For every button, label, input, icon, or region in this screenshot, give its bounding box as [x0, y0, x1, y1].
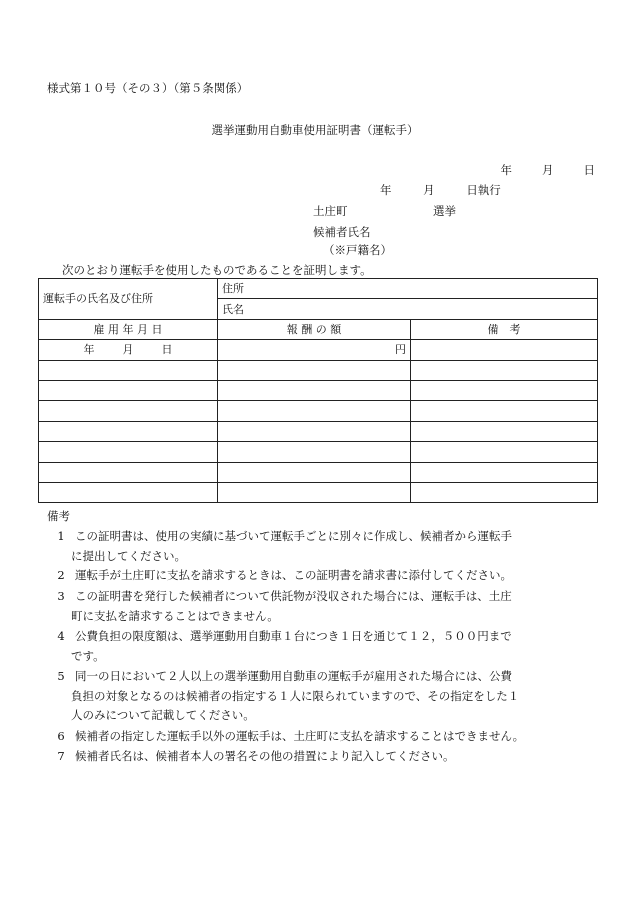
issue-month-label: 月 — [542, 163, 554, 177]
table-row — [39, 360, 598, 380]
note-text: 候補者の指定した運転手以外の運転手は、土庄町に支払を請求することはできません。 — [75, 729, 525, 743]
note-continuation: です。 — [71, 648, 105, 663]
note-text: 運転手が土庄町に支払を請求するときは、この証明書を請求書に添付してください。 — [75, 568, 512, 582]
hire-day-label: 日 — [161, 343, 173, 357]
note-text: 候補者氏名は、候補者本人の署名その他の措置により記入してください。 — [75, 749, 455, 763]
remarks-cell[interactable] — [411, 421, 598, 441]
election-label: 選挙 — [433, 204, 456, 218]
driver-label-cell: 運転手の氏名及び住所 — [39, 279, 218, 320]
reward-cell[interactable] — [218, 360, 411, 380]
note-text: この証明書を発行した候補者について供託物が没収された場合には、運転手は、土庄 — [75, 589, 512, 603]
note-number: 5 — [57, 669, 65, 683]
note-number: 6 — [57, 729, 65, 743]
reward-cell[interactable] — [218, 421, 411, 441]
note-item — [47, 747, 602, 767]
note-number: 2 — [57, 568, 65, 582]
remarks-cell[interactable] — [411, 442, 598, 462]
name-cell[interactable]: 氏名 — [218, 299, 598, 319]
note-number: 1 — [57, 529, 65, 543]
reward-cell[interactable] — [218, 482, 411, 502]
note-continuation: に提出してください。 — [71, 548, 186, 563]
address-cell[interactable]: 住所 — [218, 279, 598, 299]
issue-year-label: 年 — [500, 163, 512, 177]
table-row — [39, 279, 598, 299]
remarks-cell[interactable] — [411, 401, 598, 421]
note-item — [47, 667, 602, 726]
hire-date-cell[interactable] — [39, 482, 218, 502]
note-text: 公費負担の限度額は、選挙運動用自動車１台につき１日を通じて１２，５００円まで — [75, 629, 512, 643]
issue-day-label: 日 — [583, 163, 595, 177]
election-month-label: 月 — [423, 183, 435, 197]
note-item — [47, 566, 602, 586]
note-text: この証明書は、使用の実績に基づいて運転手ごとに別々に作成し、候補者から運転手 — [75, 529, 512, 543]
form-number: 様式第１０号（その３）（第５条関係） — [47, 81, 249, 95]
election-line — [313, 203, 456, 219]
candidate-name-label: 候補者氏名 — [313, 225, 371, 239]
yen-label: 円 — [395, 343, 406, 357]
hire-date-cell[interactable] — [39, 360, 218, 380]
note-item — [47, 627, 602, 666]
hire-date-cell[interactable] — [39, 380, 218, 400]
note-item — [47, 727, 602, 747]
note-item — [47, 527, 602, 566]
table-row — [39, 380, 598, 400]
note-continuation: 負担の対象となるのは候補者の指定する１人に限られていますので、その指定をした１ — [71, 688, 520, 703]
note-number: 3 — [57, 589, 65, 603]
hire-year-label: 年 — [83, 343, 95, 357]
hire-date-cell[interactable] — [39, 340, 218, 360]
table-row — [39, 482, 598, 502]
hire-date-cell[interactable] — [39, 442, 218, 462]
table-row — [39, 401, 598, 421]
table-row — [39, 340, 598, 360]
remarks-cell[interactable] — [411, 462, 598, 482]
town-name: 土庄町 — [313, 204, 348, 218]
note-continuation: 町に支払を請求することはできません。 — [71, 608, 279, 623]
note-number: 4 — [57, 629, 65, 643]
table-row — [39, 462, 598, 482]
remarks-cell[interactable] — [411, 360, 598, 380]
election-date — [380, 182, 501, 198]
reward-cell[interactable] — [218, 380, 411, 400]
document-title: 選挙運動用自動車使用証明書（運転手） — [211, 123, 419, 137]
header-reward: 報 酬 の 額 — [218, 319, 411, 339]
table-row — [39, 421, 598, 441]
remarks-cell[interactable] — [411, 340, 598, 360]
note-text: 同一の日において２人以上の選挙運動用自動車の運転手が雇用された場合には、公費 — [75, 669, 512, 683]
note-continuation: 人のみについて記載してください。 — [71, 708, 255, 722]
reward-cell[interactable] — [218, 340, 411, 360]
note-number: 7 — [57, 749, 65, 763]
remarks-cell[interactable] — [411, 380, 598, 400]
lead-text: 次のとおり運転手を使用したものであることを証明します。 — [62, 263, 372, 277]
hire-date-cell[interactable] — [39, 401, 218, 421]
koseki-name-label: （※戸籍名） — [323, 243, 392, 257]
hire-date-cell[interactable] — [39, 462, 218, 482]
usage-table — [38, 278, 598, 503]
hire-date-cell[interactable] — [39, 421, 218, 441]
issue-date — [501, 162, 596, 178]
election-year-label: 年 — [380, 183, 392, 197]
header-remarks: 備 考 — [411, 319, 598, 339]
reward-cell[interactable] — [218, 442, 411, 462]
reward-cell[interactable] — [218, 462, 411, 482]
hire-month-label: 月 — [122, 343, 134, 357]
remarks-cell[interactable] — [411, 482, 598, 502]
table-header-row — [39, 319, 598, 339]
reward-cell[interactable] — [218, 401, 411, 421]
header-hire-date: 雇 用 年 月 日 — [39, 319, 218, 339]
note-item — [47, 587, 602, 626]
notes-heading: 備考 — [47, 509, 70, 523]
election-day-label: 日執行 — [466, 183, 501, 197]
table-row — [39, 442, 598, 462]
